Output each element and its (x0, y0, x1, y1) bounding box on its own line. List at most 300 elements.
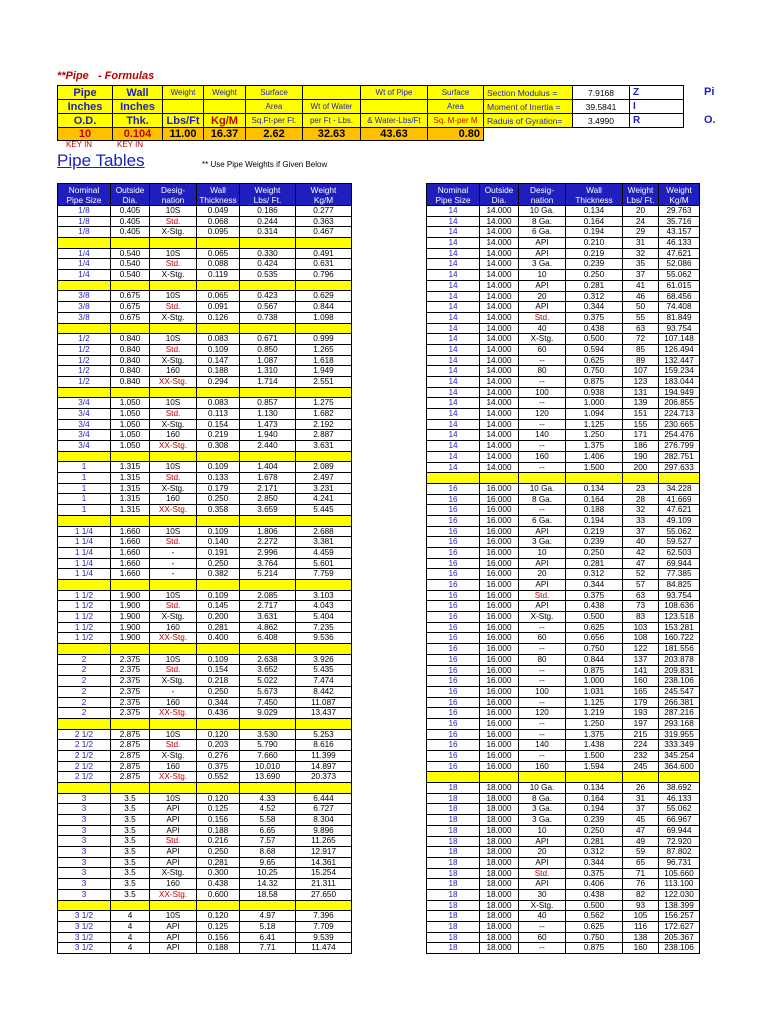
separator-cell (240, 238, 296, 249)
table-cell: 0.438 (566, 323, 623, 334)
table-cell: X-Stg. (150, 355, 197, 366)
table-cell: 1 1/2 (58, 601, 111, 612)
table-cell: 14.000 (480, 248, 519, 259)
table-cell: API (150, 932, 197, 943)
separator-cell (150, 515, 197, 526)
table-cell: 1.000 (566, 398, 623, 409)
table-cell: 14.000 (480, 291, 519, 302)
group-separator-row (58, 238, 352, 249)
table-row (58, 398, 352, 409)
table-cell: 0.844 (296, 302, 352, 313)
table-cell: 50 (623, 302, 659, 313)
table-cell: 14 (427, 323, 480, 334)
separator-cell (111, 782, 150, 793)
table-cell: 3 (58, 847, 111, 858)
wall-thickness-input[interactable]: 0.104 (113, 128, 163, 141)
table-cell: 2 (58, 654, 111, 665)
table-row (58, 633, 352, 644)
group-separator-row (58, 515, 352, 526)
table-row (427, 857, 700, 868)
table-cell: 5.435 (296, 665, 352, 676)
table-cell: 85 (623, 344, 659, 355)
column-header: Nominal Pipe Size (427, 184, 480, 206)
table-cell: 16.000 (480, 633, 519, 644)
table-cell: 9.896 (296, 825, 352, 836)
table-row (58, 847, 352, 858)
table-cell: 43.157 (659, 227, 700, 238)
table-cell: 47.621 (659, 505, 700, 516)
table-cell: X-Stg. (150, 227, 197, 238)
table-cell: 1/2 (58, 334, 111, 345)
table-row (427, 697, 700, 708)
table-cell: 14 (427, 206, 480, 217)
table-cell: 2.688 (296, 526, 352, 537)
table-cell: 2.638 (240, 654, 296, 665)
table-cell: 179 (623, 697, 659, 708)
table-cell: 1.315 (111, 494, 150, 505)
separator-cell (58, 579, 111, 590)
table-cell: 16 (427, 622, 480, 633)
table-cell: 3.5 (111, 879, 150, 890)
table-cell: 0.400 (197, 633, 240, 644)
table-cell: 16.000 (480, 718, 519, 729)
table-cell: - (150, 569, 197, 580)
table-cell: 14.000 (480, 387, 519, 398)
table-cell: 42 (623, 547, 659, 558)
table-cell: 0.250 (197, 494, 240, 505)
table-cell: 68.456 (659, 291, 700, 302)
table-row (427, 836, 700, 847)
table-cell: 2 1/2 (58, 740, 111, 751)
table-cell: 3.5 (111, 804, 150, 815)
table-cell: 16.000 (480, 708, 519, 719)
table-cell: 3.631 (240, 612, 296, 623)
table-cell: 107.148 (659, 334, 700, 345)
table-cell: 14.000 (480, 270, 519, 281)
table-cell: 16 (427, 612, 480, 623)
table-cell: 18 (427, 889, 480, 900)
table-cell: 18.000 (480, 943, 519, 954)
table-row (427, 441, 700, 452)
table-cell: 14 (427, 334, 480, 345)
separator-cell (296, 323, 352, 334)
separator-cell (150, 579, 197, 590)
separator-cell (197, 718, 240, 729)
separator-cell (197, 579, 240, 590)
table-cell: 0.281 (566, 280, 623, 291)
table-cell: 16.000 (480, 751, 519, 762)
table-cell: 14.000 (480, 398, 519, 409)
table-cell: 23 (623, 483, 659, 494)
separator-cell (659, 473, 700, 484)
table-row (427, 761, 700, 772)
table-cell: 3/4 (58, 419, 111, 430)
table-cell: 4.862 (240, 622, 296, 633)
separator-cell (296, 451, 352, 462)
table-cell: 16 (427, 494, 480, 505)
table-cell: 16.000 (480, 558, 519, 569)
table-cell: 0.423 (240, 291, 296, 302)
table-cell: 1.087 (240, 355, 296, 366)
table-cell: 55.062 (659, 526, 700, 537)
table-row (427, 398, 700, 409)
table-cell: 0.438 (566, 889, 623, 900)
table-cell: 0.113 (197, 409, 240, 420)
table-cell: 14.000 (480, 344, 519, 355)
table-row (427, 665, 700, 676)
section-modulus-symbol: Z (630, 86, 684, 100)
table-cell: 65 (623, 857, 659, 868)
table-row (427, 206, 700, 217)
table-cell: 0.219 (566, 526, 623, 537)
table-cell: 0.344 (197, 697, 240, 708)
separator-cell (111, 579, 150, 590)
table-cell: -- (519, 441, 566, 452)
table-row (427, 580, 700, 591)
separator-cell (58, 280, 111, 291)
table-cell: 18.58 (240, 889, 296, 900)
column-header: Weight Kg/M (659, 184, 700, 206)
column-header: Weight Kg/M (296, 184, 352, 206)
right-edge-header-2: O. (704, 114, 716, 126)
table-cell: -- (519, 644, 566, 655)
table-cell: 16 (427, 708, 480, 719)
table-row (58, 355, 352, 366)
table-row (427, 879, 700, 890)
table-cell: 224.713 (659, 409, 700, 420)
table-cell: 16 (427, 644, 480, 655)
table-cell: 32 (623, 248, 659, 259)
table-cell: X-Stg. (519, 900, 566, 911)
table-cell: 0.875 (566, 377, 623, 388)
table-cell: 2.375 (111, 654, 150, 665)
table-row (427, 280, 700, 291)
table-cell: 14.000 (480, 302, 519, 313)
table-cell: 3 Ga. (519, 804, 566, 815)
table-cell: 16.000 (480, 622, 519, 633)
table-cell: 46 (623, 291, 659, 302)
table-cell: 1.900 (111, 590, 150, 601)
separator-cell (197, 515, 240, 526)
table-cell: 14.000 (480, 451, 519, 462)
pipe-tables-title: Pipe Tables (57, 151, 145, 170)
table-cell: 14 (427, 280, 480, 291)
table-cell: 171 (623, 430, 659, 441)
column-header: Desig- nation (150, 184, 197, 206)
table-cell: 232 (623, 751, 659, 762)
table-cell: 57 (623, 580, 659, 591)
table-cell: 0.567 (240, 302, 296, 313)
table-cell: - (150, 686, 197, 697)
table-cell: 0.186 (240, 206, 296, 217)
table-cell: API (519, 526, 566, 537)
table-cell: Std. (150, 409, 197, 420)
pipe-od-input[interactable]: 10 (58, 128, 113, 141)
table-row (58, 526, 352, 537)
table-cell: 1.315 (111, 483, 150, 494)
table-cell: 2.551 (296, 376, 352, 387)
table-cell: 14 (427, 291, 480, 302)
table-cell: -- (519, 665, 566, 676)
table-cell: 14 (427, 248, 480, 259)
table-cell: 66.967 (659, 815, 700, 826)
table-row (58, 729, 352, 740)
table-cell: 20 (519, 847, 566, 858)
table-cell: 205.367 (659, 932, 700, 943)
table-cell: 3.231 (296, 483, 352, 494)
table-cell: 4.459 (296, 547, 352, 558)
table-cell: 20 (519, 291, 566, 302)
table-row (58, 708, 352, 719)
table-row (427, 922, 700, 933)
separator-cell (240, 579, 296, 590)
group-separator-row (58, 718, 352, 729)
table-row (427, 323, 700, 334)
table-cell: 71 (623, 868, 659, 879)
table-cell: 0.219 (566, 248, 623, 259)
table-row (58, 857, 352, 868)
table-cell: 122.030 (659, 889, 700, 900)
separator-cell (296, 515, 352, 526)
table-cell: 60 (519, 633, 566, 644)
table-cell: 160 (623, 676, 659, 687)
table-cell: 0.188 (566, 505, 623, 516)
column-header: Wall Thickness (197, 184, 240, 206)
hdr-surface-ft-2: Area (246, 100, 303, 114)
table-cell: 3 (58, 825, 111, 836)
table-cell: 160 (150, 879, 197, 890)
table-cell: 3.5 (111, 815, 150, 826)
table-cell: X-Stg. (150, 483, 197, 494)
table-cell: 2.440 (240, 441, 296, 452)
table-cell: 165 (623, 686, 659, 697)
table-cell: 18.000 (480, 783, 519, 794)
table-cell: 31 (623, 238, 659, 249)
table-cell: 126.494 (659, 344, 700, 355)
group-separator-row (58, 451, 352, 462)
table-cell: 1 (58, 505, 111, 516)
pipe-tables-note: ** Use Pipe Weights if Given Below (202, 160, 328, 169)
table-cell: 0.109 (197, 462, 240, 473)
separator-cell (240, 323, 296, 334)
table-cell: 3 (58, 836, 111, 847)
table-cell: 2.171 (240, 483, 296, 494)
table-cell: Std. (150, 473, 197, 484)
table-cell: 0.188 (197, 366, 240, 377)
table-cell: 3 (58, 815, 111, 826)
table-row (58, 419, 352, 430)
hdr-weight-kg-3: Kg/M (204, 114, 246, 128)
group-separator-row (58, 387, 352, 398)
table-cell: 1.050 (111, 398, 150, 409)
table-row (58, 815, 352, 826)
table-cell: 6 Ga. (519, 515, 566, 526)
table-cell: 0.120 (197, 911, 240, 922)
table-row (58, 740, 352, 751)
table-cell: 3.659 (240, 505, 296, 516)
table-cell: 0.125 (197, 921, 240, 932)
table-cell: 1.404 (240, 462, 296, 473)
table-cell: 0.210 (566, 238, 623, 249)
table-cell: 4 (111, 932, 150, 943)
formulas-title: **Pipe - Formulas (57, 70, 155, 82)
table-cell: 132.447 (659, 355, 700, 366)
table-cell: 55 (623, 312, 659, 323)
table-cell: -- (519, 398, 566, 409)
table-cell: API (150, 857, 197, 868)
table-cell: 7.474 (296, 676, 352, 687)
table-cell: 160 (150, 366, 197, 377)
table-cell: 9.65 (240, 857, 296, 868)
table-row (427, 633, 700, 644)
table-cell: 1.594 (566, 761, 623, 772)
hdr-surface-m-2: Area (428, 100, 484, 114)
table-cell: API (150, 921, 197, 932)
table-cell: 3.381 (296, 537, 352, 548)
table-row (427, 793, 700, 804)
table-row (427, 355, 700, 366)
table-row (427, 911, 700, 922)
table-cell: 3/8 (58, 302, 111, 313)
table-cell: 6.727 (296, 804, 352, 815)
table-cell: 6.444 (296, 793, 352, 804)
table-cell: 18.000 (480, 825, 519, 836)
table-cell: 84.825 (659, 580, 700, 591)
table-cell: 18.000 (480, 922, 519, 933)
table-cell: 1.900 (111, 612, 150, 623)
separator-cell (58, 238, 111, 249)
table-cell: 10 Ga. (519, 483, 566, 494)
table-cell: 2.875 (111, 761, 150, 772)
table-cell: 10S (150, 911, 197, 922)
table-cell: 1.660 (111, 558, 150, 569)
table-cell: 2 (58, 686, 111, 697)
table-cell: 3/4 (58, 409, 111, 420)
blank-cell (630, 128, 684, 141)
hdr-weight-kg-2 (204, 100, 246, 114)
water-wt-value: 32.63 (303, 128, 361, 141)
table-row (427, 729, 700, 740)
table-cell: -- (519, 355, 566, 366)
table-cell: 5.022 (240, 676, 296, 687)
table-cell: 0.145 (197, 601, 240, 612)
table-cell: 0.133 (197, 473, 240, 484)
table-cell: 0.625 (566, 622, 623, 633)
table-cell: 0.120 (197, 793, 240, 804)
table-cell: XX-Stg. (150, 708, 197, 719)
table-cell: 18.000 (480, 836, 519, 847)
table-cell: - (150, 558, 197, 569)
separator-cell (240, 900, 296, 911)
table-cell: 16 (427, 633, 480, 644)
table-cell: 4.043 (296, 601, 352, 612)
table-cell: 1.678 (240, 473, 296, 484)
table-cell: 4.241 (296, 494, 352, 505)
table-cell: -- (519, 697, 566, 708)
table-cell: 8.442 (296, 686, 352, 697)
separator-cell (111, 323, 150, 334)
separator-cell (197, 644, 240, 655)
table-cell: 0.164 (566, 793, 623, 804)
table-cell: 9.536 (296, 633, 352, 644)
table-cell: API (519, 558, 566, 569)
table-cell: 28 (623, 494, 659, 505)
table-cell: 2.717 (240, 601, 296, 612)
table-cell: 0.840 (111, 366, 150, 377)
table-cell: 3.5 (111, 847, 150, 858)
table-row (58, 686, 352, 697)
table-row (58, 462, 352, 473)
radius-gyration-value: 3.4990 (573, 114, 630, 128)
table-cell: 0.188 (197, 943, 240, 954)
table-row (58, 772, 352, 783)
table-cell: 18.000 (480, 847, 519, 858)
table-cell: 37 (623, 526, 659, 537)
table-cell: 7.709 (296, 921, 352, 932)
table-row (427, 430, 700, 441)
table-cell: Std. (150, 344, 197, 355)
table-cell: 1.125 (566, 697, 623, 708)
table-cell: Std. (519, 590, 566, 601)
table-cell: 14.000 (480, 334, 519, 345)
table-cell: 14.32 (240, 879, 296, 890)
table-cell: API (519, 857, 566, 868)
table-row (427, 804, 700, 815)
table-row (58, 612, 352, 623)
table-cell: 10S (150, 590, 197, 601)
table-row (58, 441, 352, 452)
table-cell: 49.109 (659, 515, 700, 526)
table-cell: 0.344 (566, 580, 623, 591)
table-cell: 63 (623, 323, 659, 334)
table-cell: 7.57 (240, 836, 296, 847)
table-cell: 18 (427, 879, 480, 890)
table-cell: 1.050 (111, 441, 150, 452)
table-cell: 1/4 (58, 248, 111, 259)
table-cell: 2.875 (111, 750, 150, 761)
group-separator-row (58, 782, 352, 793)
table-cell: XX-Stg. (150, 889, 197, 900)
table-row (427, 526, 700, 537)
table-cell: 1.050 (111, 409, 150, 420)
table-cell: 364.600 (659, 761, 700, 772)
table-row (58, 590, 352, 601)
table-cell: API (519, 601, 566, 612)
table-cell: 18.000 (480, 793, 519, 804)
table-row (427, 419, 700, 430)
table-row (58, 911, 352, 922)
group-separator-row (58, 579, 352, 590)
group-separator-row (58, 644, 352, 655)
table-cell: 82 (623, 889, 659, 900)
table-cell: 18 (427, 847, 480, 858)
table-row (58, 836, 352, 847)
table-cell: 160 (150, 761, 197, 772)
table-cell: 35.716 (659, 216, 700, 227)
table-cell: 16.000 (480, 590, 519, 601)
table-cell: 0.200 (197, 612, 240, 623)
table-cell: 1.050 (111, 430, 150, 441)
table-cell: 3.926 (296, 654, 352, 665)
table-cell: 1/4 (58, 259, 111, 270)
group-separator-row (58, 323, 352, 334)
table-cell: Std. (150, 259, 197, 270)
table-cell: X-Stg. (519, 334, 566, 345)
table-cell: 18.000 (480, 889, 519, 900)
table-cell: 14.361 (296, 857, 352, 868)
table-cell: 93.754 (659, 590, 700, 601)
table-cell: 27.650 (296, 889, 352, 900)
